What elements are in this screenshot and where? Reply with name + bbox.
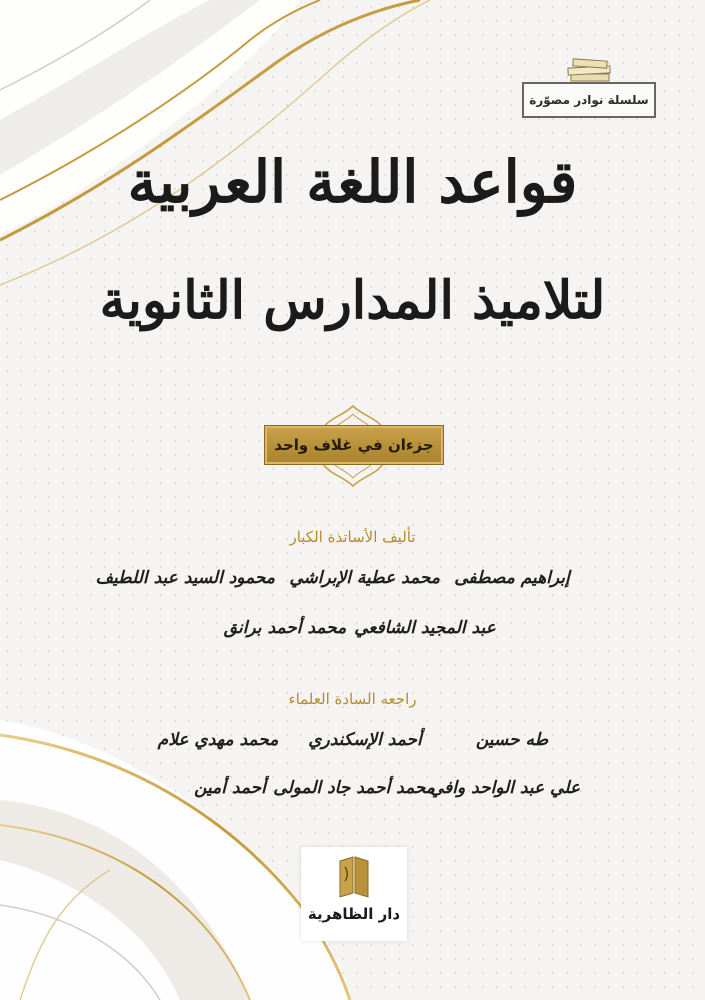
reviewer-name: علي عبد الواحد وافي <box>430 778 580 798</box>
publisher-name: دار الظاهرية <box>307 905 401 923</box>
reviewer-name: طه حسين <box>475 730 549 750</box>
book-title-line-2: لتلاميذ المدارس الثانوية <box>99 270 606 331</box>
reviewer-name: محمد أحمد جاد المولى <box>273 778 435 798</box>
publisher-book-logo-icon <box>336 853 372 901</box>
stacked-books-icon <box>565 56 615 84</box>
volume-note: جزءان في غلاف واحد <box>274 436 434 454</box>
volume-badge <box>264 425 444 465</box>
series-label: سلسلة نوادر مصوّرة <box>529 93 649 107</box>
author-name: محمد عطية الإبراشي <box>289 568 440 588</box>
author-name: عبد المجيد الشافعي <box>354 618 496 638</box>
reviewer-name: أحمد الإسكندري <box>308 730 422 750</box>
reviewer-name: أحمد أمين <box>194 778 266 798</box>
author-name: محمد أحمد برانق <box>223 618 347 638</box>
author-name: محمود السيد عبد اللطيف <box>95 568 275 588</box>
reviewers-heading: راجعه السادة العلماء <box>288 690 417 708</box>
authors-heading: تأليف الأساتذة الكبار <box>289 528 416 546</box>
series-badge <box>522 82 656 118</box>
reviewer-name: محمد مهدي علام <box>157 730 279 750</box>
book-title-line-1: قواعد اللغة العربية <box>127 148 578 216</box>
author-name: إبراهيم مصطفى <box>454 568 570 588</box>
